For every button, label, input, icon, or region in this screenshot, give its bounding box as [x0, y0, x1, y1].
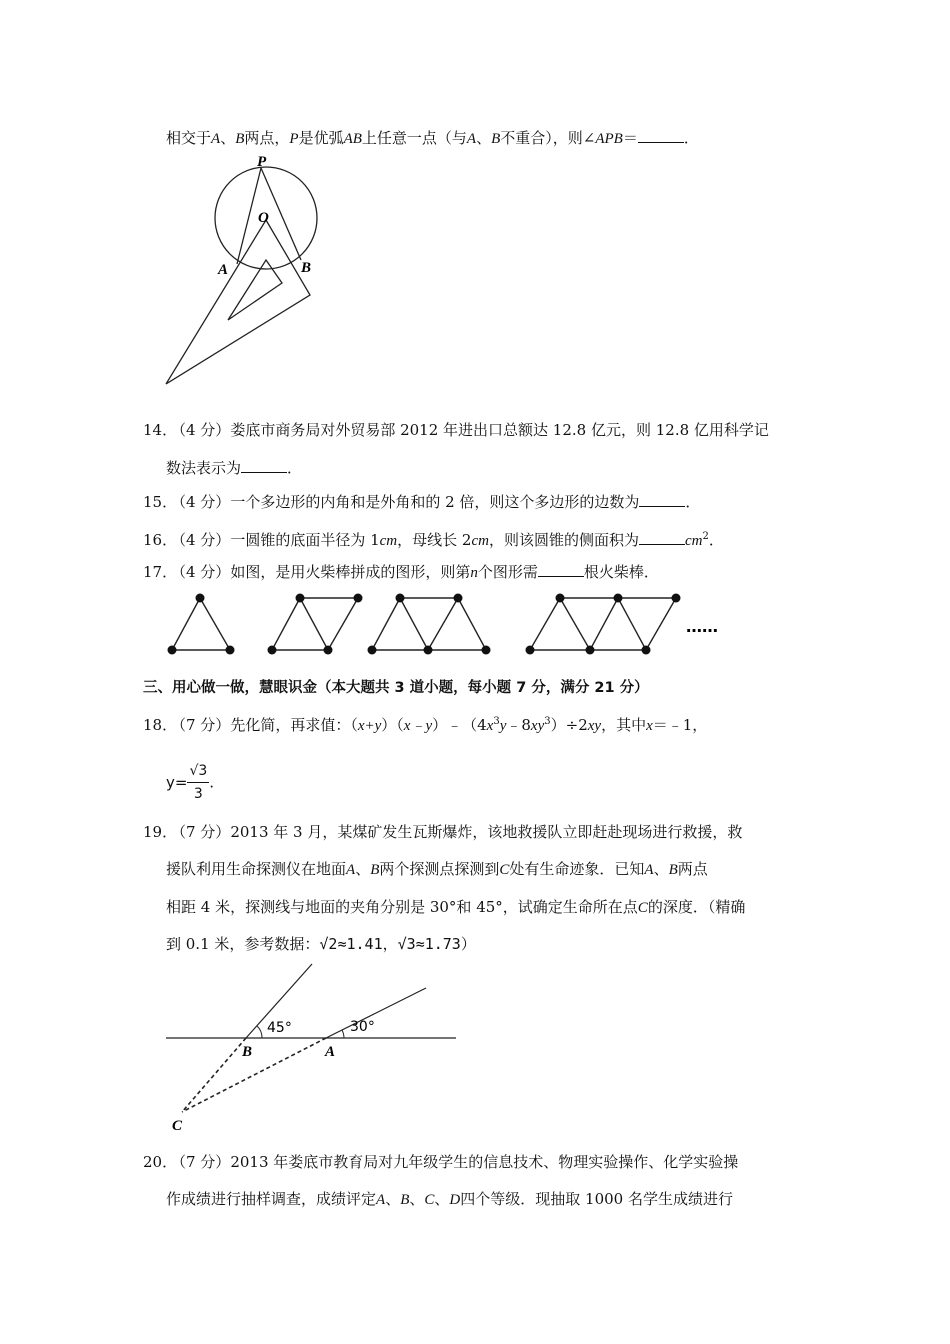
q14-line2: [166, 458, 302, 478]
score: （4 分）: [171, 421, 231, 439]
dashed-ac: [182, 1038, 326, 1112]
point-a: A: [346, 862, 356, 878]
q18-y-value: [166, 760, 214, 805]
dashed-bc: [182, 1038, 246, 1112]
unit-cm: cm: [684, 533, 703, 549]
q18-text: 先化简，再求值：（: [230, 716, 358, 734]
question-number: 19．: [143, 823, 178, 841]
separator: 、: [385, 1190, 401, 1208]
angle-30-label: 30°: [350, 1019, 375, 1035]
q19-text: 相距 4 米，探测线与地面的夹角分别是 30°和 45°，试确定生命所在点: [166, 898, 638, 916]
q20-text: 作成绩进行抽样调查，成绩评定: [166, 1190, 377, 1208]
expr: x﹣y: [403, 718, 433, 734]
q19-text: 到 0.1 米，参考数据：: [166, 935, 320, 953]
fraction: [187, 760, 209, 805]
q13-text-line: [166, 128, 699, 149]
question-number: 20．: [143, 1153, 178, 1171]
answer-blank[interactable]: [638, 128, 684, 143]
q18-text: ）÷2: [550, 716, 588, 734]
angle-arc-30: [342, 1030, 344, 1038]
point-p: P: [289, 131, 299, 147]
angle-45-label: 45°: [267, 1020, 292, 1036]
q19-text: 两点: [677, 860, 708, 878]
q18-text: ）（: [381, 716, 404, 734]
unit-cm: cm: [471, 533, 489, 549]
answer-blank[interactable]: [241, 458, 287, 473]
angle-arc-45: [257, 1026, 262, 1038]
unit-cm: cm: [379, 533, 398, 549]
point-b: B: [491, 131, 501, 147]
period: ．: [708, 531, 724, 549]
matchsticks: [172, 598, 676, 650]
q19-line1: [143, 822, 742, 842]
q18-line: [143, 712, 707, 736]
var-x: x: [646, 718, 653, 734]
q14-line1: [143, 420, 769, 440]
q13-figure: [160, 150, 330, 390]
q18-text: ，其中: [601, 716, 647, 734]
q16-text: 一圆锥的底面半径为 1: [230, 531, 380, 549]
score: （7 分）: [171, 823, 231, 841]
label-b: B: [242, 1044, 253, 1060]
var-y: y: [499, 718, 507, 734]
point-c: C: [637, 900, 648, 916]
var-xy: xy: [587, 718, 602, 734]
q16-text: ，母线长 2: [397, 531, 472, 549]
score: （4 分）: [171, 531, 231, 549]
variable-n: n: [470, 565, 478, 581]
grade-a: A: [376, 1192, 386, 1208]
unit-exponent: 2: [702, 531, 709, 542]
y-equals: y=: [166, 773, 188, 792]
exponent: 3: [493, 716, 500, 727]
score: （7 分）: [171, 1153, 231, 1171]
q18-text: ﹣8: [506, 716, 531, 734]
label-a: A: [325, 1044, 336, 1060]
q15-text: 一个多边形的内角和是外角和的 2 倍，则这个多边形的边数为: [230, 493, 640, 511]
label-c: C: [172, 1118, 183, 1134]
q19-line2: [166, 859, 708, 880]
point-c: C: [499, 862, 510, 878]
fraction-denominator: 3: [193, 786, 203, 802]
ellipsis: ……: [686, 617, 718, 636]
q17-line: [143, 562, 659, 583]
point-a: A: [211, 131, 221, 147]
score: （4 分）: [171, 493, 231, 511]
q13-text: 不重合），则∠: [500, 129, 596, 147]
q15-line: [143, 492, 700, 512]
grade-b: B: [400, 1192, 410, 1208]
separator: 、: [434, 1190, 450, 1208]
equals: ＝: [622, 129, 638, 147]
q20-text: 2013 年娄底市教育局对九年级学生的信息技术、物理实验操作、化学实验操: [230, 1153, 739, 1171]
q19-figure: [160, 960, 460, 1135]
var-xy: xy: [530, 718, 545, 734]
q19-text: 的深度．（精确: [647, 898, 746, 916]
q20-line1: [143, 1152, 738, 1172]
question-number: 18．: [143, 716, 178, 734]
label-p: P: [257, 154, 267, 170]
grade-c: C: [424, 1192, 435, 1208]
label-b: B: [301, 260, 312, 276]
label-a: A: [218, 262, 229, 278]
q19-line4: [166, 934, 476, 954]
question-number: 14．: [143, 421, 178, 439]
q19-text: 2013 年 3 月，某煤矿发生瓦斯爆炸，该地救援队立即赶赴现场进行救援，救: [230, 823, 743, 841]
separator: 、: [653, 860, 669, 878]
separator: 、: [220, 129, 236, 147]
point-a: A: [644, 862, 654, 878]
label-o: O: [258, 210, 269, 226]
period: ．: [287, 459, 303, 477]
q13-text: 两点，: [244, 129, 290, 147]
q20-text: 四个等级．现抽取 1000 名学生成绩进行: [460, 1190, 733, 1208]
arc-ab: AB: [343, 131, 362, 147]
ray-a: [326, 988, 426, 1038]
q19-line3: [166, 897, 745, 918]
q13-text: 上任意一点（与: [361, 129, 467, 147]
expr: x+y: [357, 718, 382, 734]
angle-apb: APB: [595, 131, 623, 147]
point-b: B: [668, 862, 678, 878]
q17-text: 如图，是用火柴棒拼成的图形，则第: [230, 563, 471, 581]
answer-blank[interactable]: [639, 492, 685, 507]
q18-text: ＝﹣1，: [652, 716, 708, 734]
point-b: B: [235, 131, 245, 147]
q20-line2: [166, 1189, 733, 1210]
q14-text: 娄底市商务局对外贸易部 2012 年进出口总额达 12.8 亿元，则 12.8 亿用科学记: [230, 421, 769, 439]
q17-figure: [160, 590, 740, 660]
point-b: B: [370, 862, 380, 878]
period: ．: [685, 493, 701, 511]
answer-blank[interactable]: [639, 530, 685, 545]
section-3-title: 三、用心做一做，慧眼识金（本大题共 3 道小题，每小题 7 分，满分 21 分）: [143, 680, 649, 696]
separator: 、: [476, 129, 492, 147]
exponent: 3: [544, 716, 551, 727]
q19-text: 处有生命迹象．已知: [509, 860, 645, 878]
q13-text: 是优弧: [298, 129, 344, 147]
q17-text: 根火柴棒．: [583, 563, 659, 581]
q17-text: 个图形需: [477, 563, 538, 581]
q13-text: 相交于: [166, 129, 212, 147]
fraction-numerator: √3: [187, 760, 209, 783]
q16-line: [143, 527, 724, 551]
grade-d: D: [449, 1192, 461, 1208]
score: （4 分）: [171, 563, 231, 581]
set-square-outer: [166, 220, 310, 384]
separator: 、: [409, 1190, 425, 1208]
period: .: [209, 773, 215, 792]
q14-text: 数法表示为: [166, 459, 242, 477]
question-number: 17．: [143, 563, 178, 581]
var-x: x: [486, 718, 494, 734]
q18-text: ）﹣（4: [432, 716, 487, 734]
question-number: 16．: [143, 531, 178, 549]
reference-data: √2≈1.41，√3≈1.73）: [319, 935, 476, 953]
point-a: A: [466, 131, 477, 147]
period: ．: [683, 129, 699, 147]
q19-text: 援队利用生命探测仪在地面: [166, 860, 347, 878]
q16-text: ，则该圆锥的侧面积为: [488, 531, 639, 549]
answer-blank[interactable]: [538, 562, 584, 577]
score: （7 分）: [171, 716, 231, 734]
q19-text: 两个探测点探测到: [379, 860, 500, 878]
question-number: 15．: [143, 493, 178, 511]
separator: 、: [355, 860, 371, 878]
